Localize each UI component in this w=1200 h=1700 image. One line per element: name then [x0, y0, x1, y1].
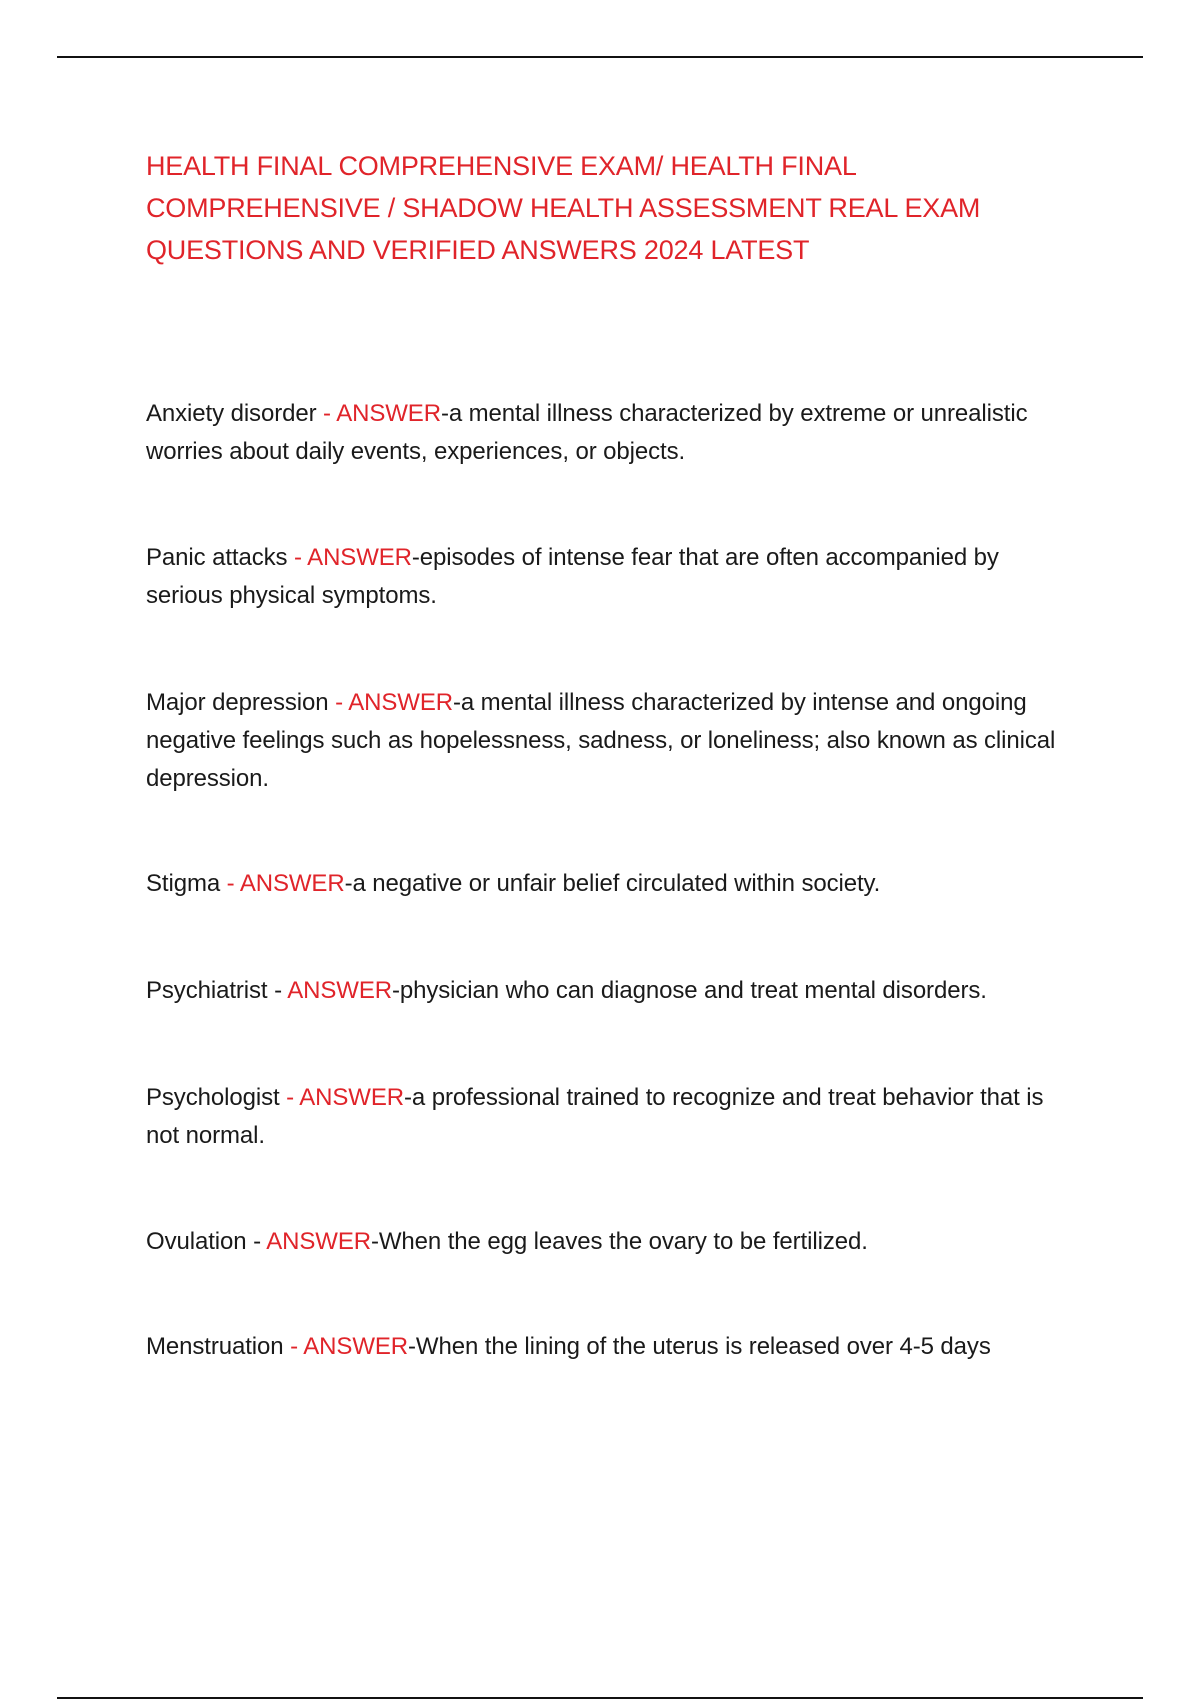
qa-item: [146, 395, 1076, 471]
qa-answer: -a mental illness characterized by extreme or unrealistic worries about daily events, experiences, or objects.: [146, 400, 1028, 465]
qa-item: [146, 1079, 1076, 1155]
qa-term: Psychiatrist: [146, 977, 268, 1004]
qa-term: Menstruation: [146, 1333, 284, 1360]
qa-answer: -When the lining of the uterus is released over 4-5 days: [408, 1333, 991, 1360]
qa-item: [146, 684, 1076, 798]
qa-item: [146, 865, 1076, 903]
answer-label: - ANSWER: [279, 1084, 404, 1111]
qa-term: Panic attacks: [146, 544, 288, 571]
footer-rule: [57, 1697, 1143, 1699]
qa-term: Stigma: [146, 870, 221, 897]
header-rule: [57, 56, 1143, 58]
document-title: HEALTH FINAL COMPREHENSIVE EXAM/ HEALTH FINAL COMPREHENSIVE / SHADOW HEALTH ASSESSMENT REAL EXAM QUESTIONS AND VERIFIED ANSWERS 2024 LATEST: [146, 151, 981, 265]
answer-label: - ANSWER: [283, 1333, 409, 1360]
answer-label: - ANSWER: [287, 544, 412, 571]
answer-label: - ANSWER: [316, 400, 441, 427]
qa-term: Ovulation: [146, 1228, 247, 1255]
qa-item: [146, 972, 1076, 1010]
qa-answer: -episodes of intense fear that are often accompanied by serious physical symptoms.: [146, 544, 999, 609]
qa-answer: -When the egg leaves the ovary to be fertilized.: [370, 1228, 868, 1255]
qa-answer: -a professional trained to recognize and treat behavior that is not normal.: [146, 1084, 1044, 1149]
qa-item: [146, 539, 1076, 615]
answer-label: - ANSWER: [267, 977, 392, 1004]
qa-item: [146, 1328, 1076, 1366]
qa-item: [146, 1223, 1076, 1261]
qa-term: Anxiety disorder: [146, 400, 317, 427]
answer-label: - ANSWER: [246, 1228, 371, 1255]
qa-answer: -physician who can diagnose and treat mental disorders.: [391, 977, 987, 1004]
qa-term: Major depression: [146, 689, 329, 716]
qa-answer: -a mental illness characterized by intense and ongoing negative feelings such as hopelessness, sadness, or loneliness; also known as clinical depression.: [146, 689, 1056, 792]
answer-label: - ANSWER: [220, 870, 345, 897]
qa-term: Psychologist: [146, 1084, 280, 1111]
qa-answer: -a negative or unfair belief circulated within society.: [344, 870, 881, 897]
answer-label: - ANSWER: [328, 689, 453, 716]
